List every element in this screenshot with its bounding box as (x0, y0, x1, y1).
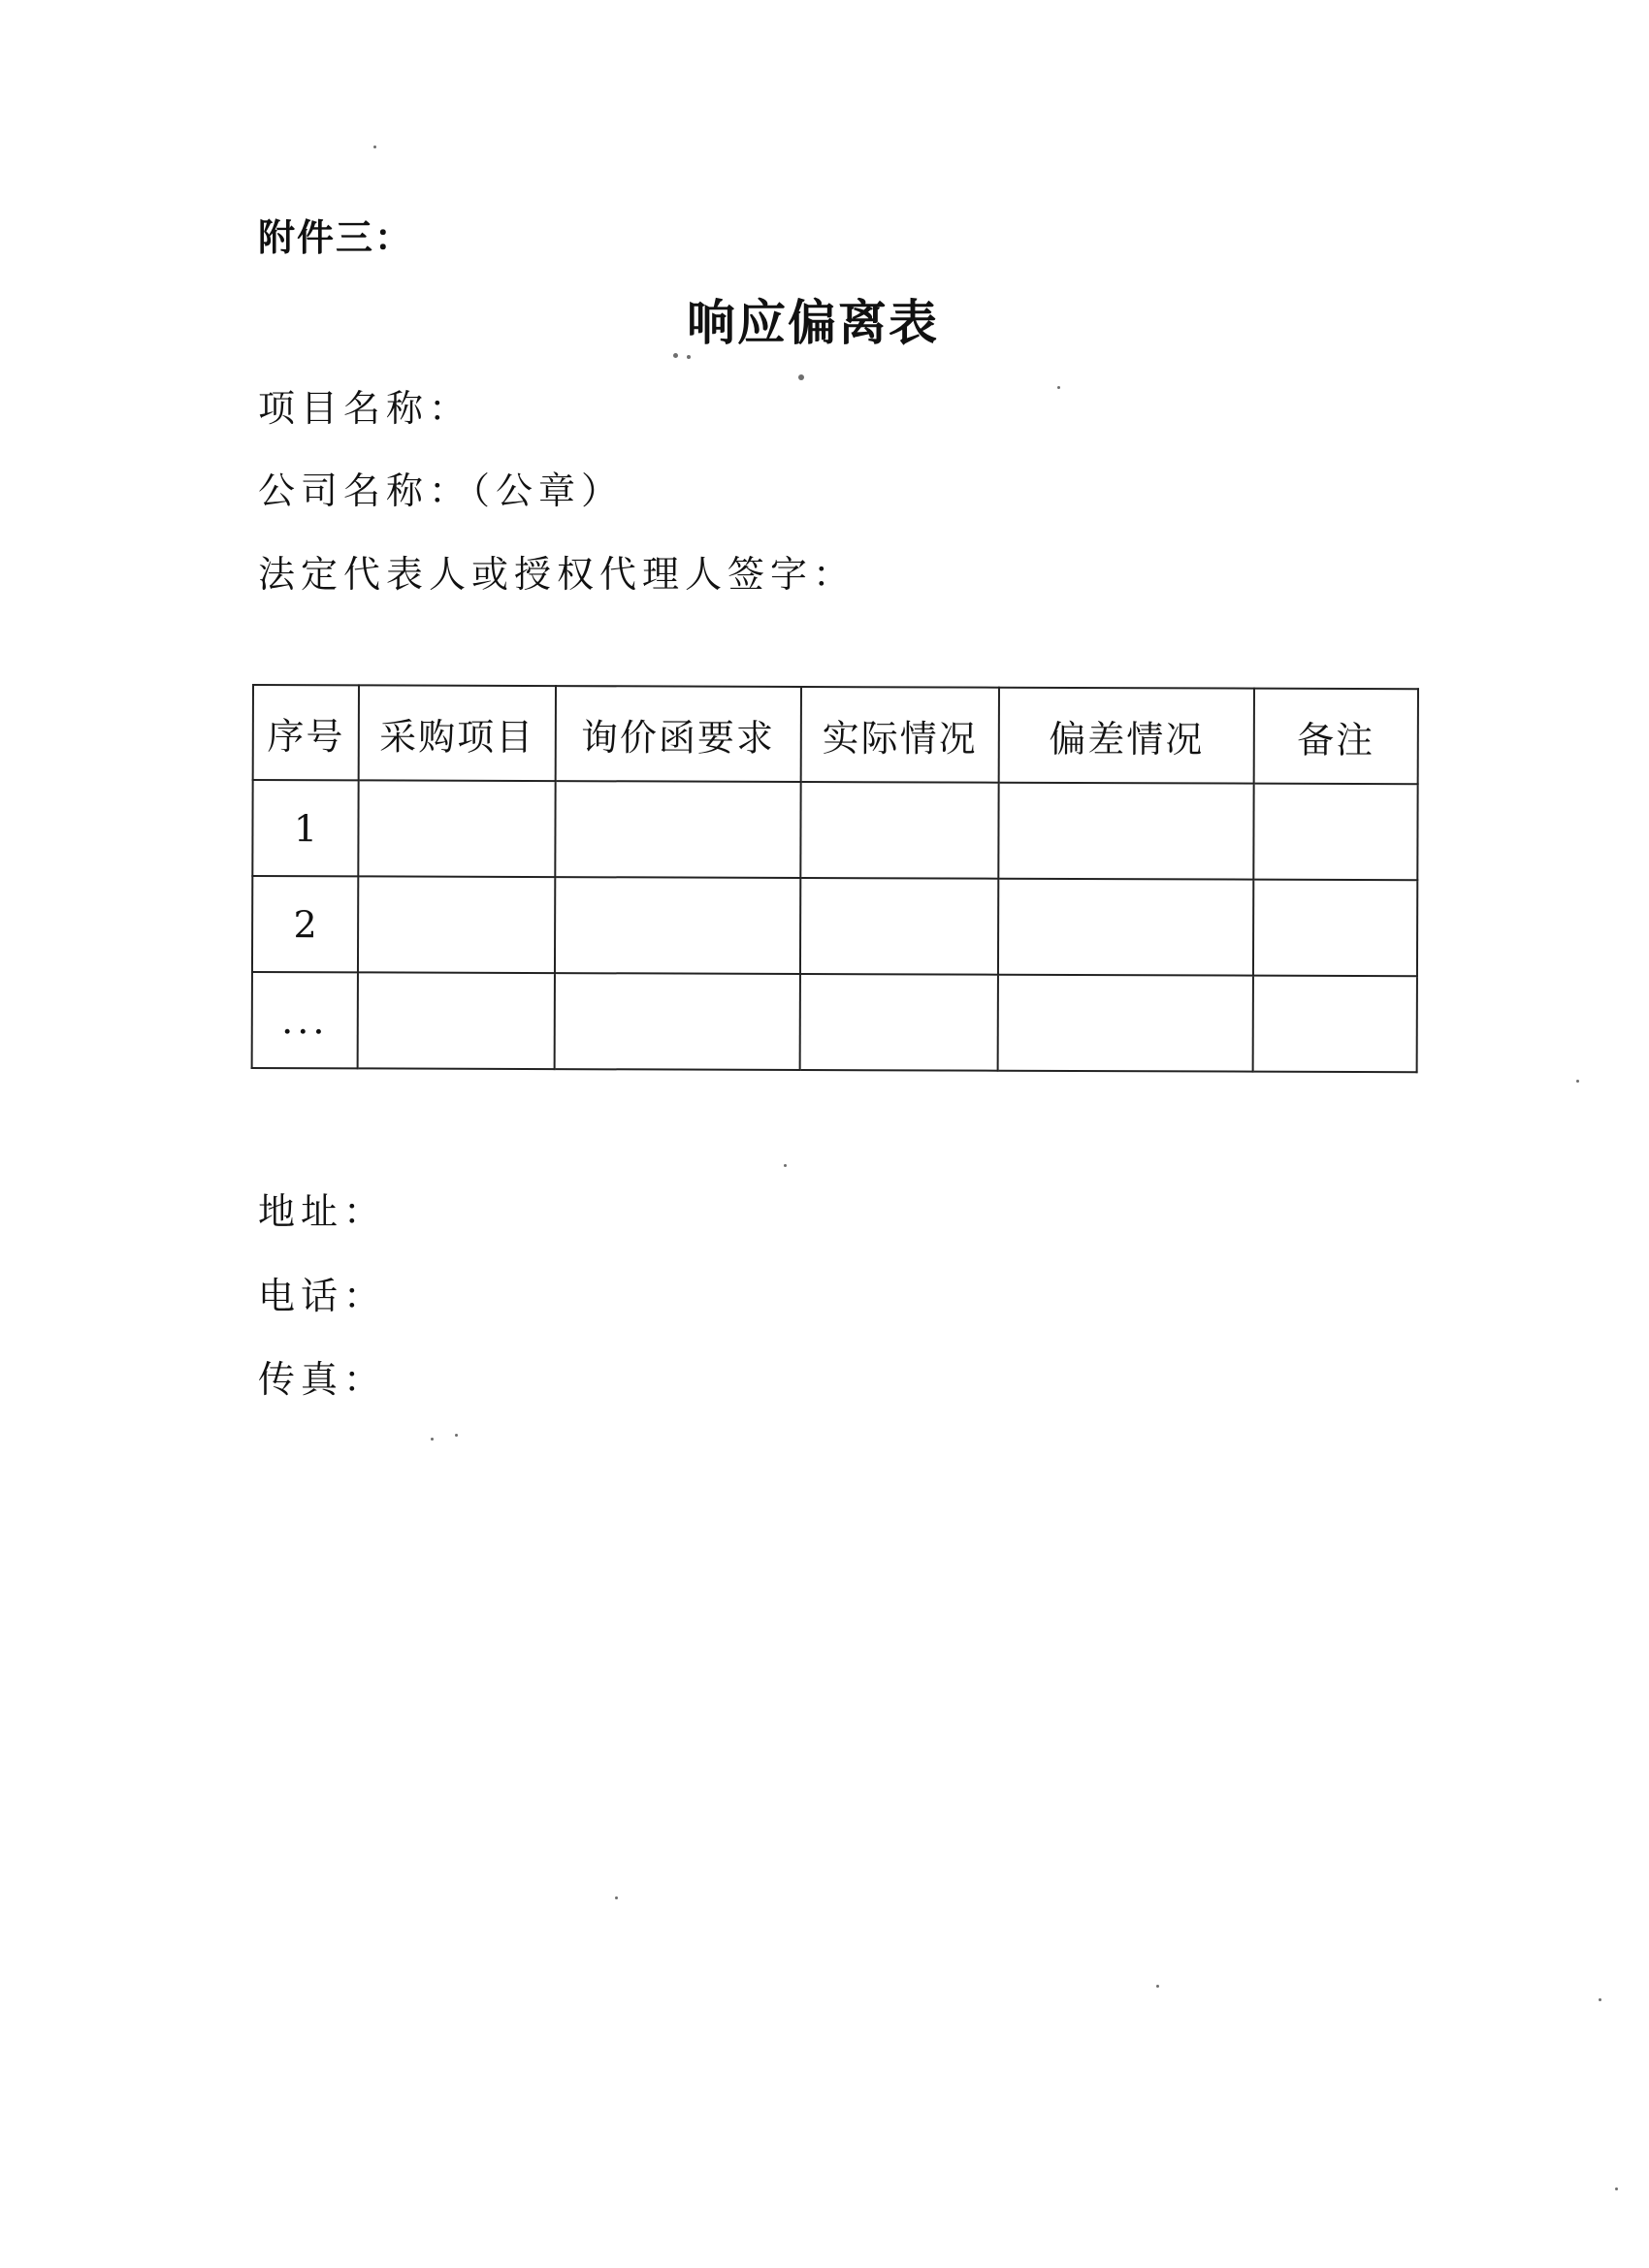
col-header-requirement: 询价函要求 (555, 686, 800, 782)
col-header-remarks: 备注 (1254, 689, 1418, 785)
table-row (252, 780, 1417, 880)
signatory-field: 法定代表人或授权代理人签字： (258, 553, 857, 596)
scan-speck (1615, 2187, 1618, 2190)
col-header-item: 采购项目 (359, 685, 556, 781)
scan-speck (1057, 386, 1060, 389)
table-cell (1252, 976, 1416, 1073)
table-cell (358, 972, 555, 1069)
table-header-row (253, 685, 1418, 784)
col-header-seq: 序号 (253, 685, 359, 780)
project-name-field: 项目名称： (258, 387, 472, 430)
scan-speck (431, 1438, 434, 1441)
scan-speck (455, 1434, 458, 1437)
table-cell (998, 879, 1253, 976)
scan-speck (1599, 1998, 1601, 2001)
document-title: 响应偏离表 (687, 295, 939, 351)
table-cell (555, 877, 800, 974)
table-cell (800, 782, 999, 879)
table-cell (1253, 784, 1417, 881)
phone-field: 电话： (258, 1275, 387, 1317)
table-cell (555, 781, 800, 878)
table-cell (358, 780, 555, 877)
attachment-label: 附件三： (258, 216, 414, 259)
scan-speck (615, 1896, 618, 1899)
table-cell: ... (252, 972, 358, 1068)
table-cell (1253, 880, 1417, 977)
table-cell (998, 975, 1253, 1072)
table-cell (998, 783, 1253, 880)
deviation-table (251, 684, 1419, 1073)
table-cell (799, 974, 998, 1071)
scan-speck (798, 374, 804, 380)
scan-speck (1576, 1080, 1579, 1083)
table-cell: 1 (252, 780, 358, 876)
scan-speck (673, 353, 678, 358)
scan-speck (687, 355, 691, 359)
table-cell (358, 876, 555, 973)
col-header-actual: 实际情况 (800, 687, 999, 783)
table-cell: 2 (252, 876, 358, 972)
table-row (252, 972, 1417, 1072)
table-row (252, 876, 1417, 976)
fax-field: 传真： (258, 1358, 387, 1401)
scan-speck (784, 1164, 787, 1167)
table-cell (554, 973, 799, 1070)
scan-speck (1156, 1985, 1159, 1988)
company-name-field: 公司名称：（公章） (258, 470, 625, 512)
scan-speck (373, 146, 376, 148)
address-field: 地址： (258, 1190, 387, 1233)
col-header-deviation: 偏差情况 (999, 688, 1254, 784)
table-cell (800, 878, 999, 975)
